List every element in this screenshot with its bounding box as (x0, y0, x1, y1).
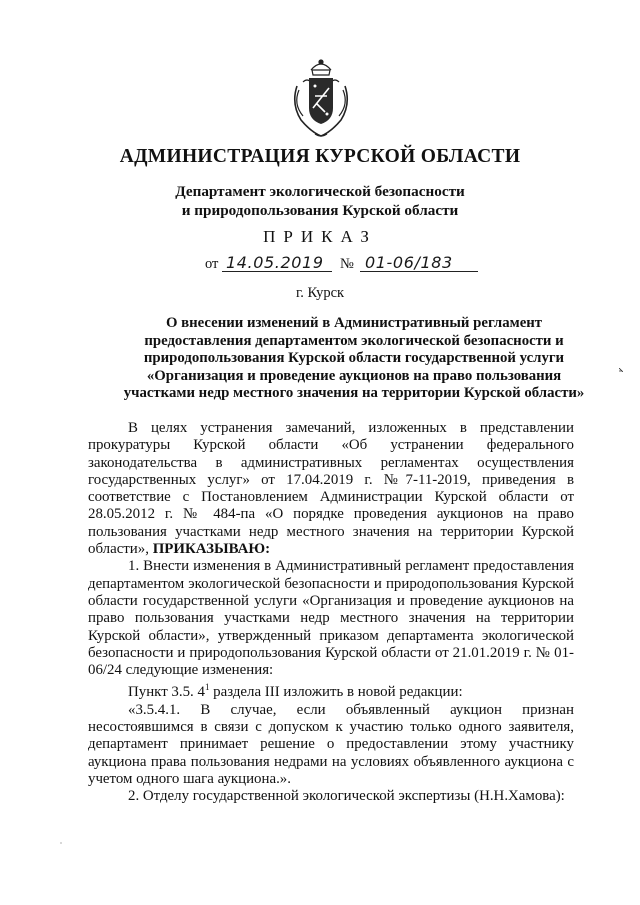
point-suffix: раздела III изложить в новой редакции: (209, 684, 463, 701)
quote-paragraph: «3.5.4.1. В случае, если объявленный аукцион признан несостоявшимся в связи с допуском к участию только одного заявителя, департамент принимает решение о предоставлении этому участнику аукциона права пользования недрами на условиях объявленного аукциона с учетом одного шага аукциона.». (88, 701, 574, 787)
number-handwritten: 01-06/183 (365, 253, 453, 272)
preamble-text: В целях устранения замечаний, изложенных в представлении прокуратуры Курской области «Об устранении федерального законодательства в административных регламентах осуществления государственных услуг» от 17.04.2019 г. №7-11-2019, приведения в соответствие с Постановлением Администрации Курской области от 28.05.2012 г. № 484-па «О порядке проведения аукционов на право пользования участками недр местного значения на территории Курской области», (88, 420, 574, 558)
point-prefix: Пункт 3.5. 4 (128, 684, 205, 701)
city: г. Курск (295, 285, 345, 301)
item-2-paragraph: 2. Отделу государственной экологической экспертизы (Н.Н.Хамова): (128, 788, 565, 805)
order-title (88, 315, 620, 403)
order-body (88, 420, 574, 806)
order-keyword: ПРИКАЗЫВАЮ: (152, 541, 271, 558)
date-underline (222, 271, 332, 272)
title-line: участками недр местного значения на территории Курской области» (123, 385, 585, 402)
number-prefix: № (340, 256, 354, 272)
title-line: предоставления департаментом экологической безопасности и (144, 332, 564, 349)
point-paragraph (88, 679, 574, 701)
item-1-paragraph: 1. Внести изменения в Административный регламент предоставления департаментом экологической безопасности и природопользования Курской области государственной услуги «Организация и проведение аукционов на право пользования участками недр местного значения на территории Курской области», утвержденный приказом департамента экологической безопасности и природопользования Курской области от 21.01.2019 г. № 01-06/24 следующие изменения: (88, 558, 574, 679)
date-handwritten: 14.05.2019 (226, 253, 324, 272)
title-line: природопользования Курской области государственной услуги (143, 350, 565, 367)
preamble-paragraph (88, 420, 574, 558)
department-line-2: и природопользования Курской области (181, 202, 459, 219)
kursk-coat-of-arms-emblem (285, 56, 357, 140)
number-underline (360, 271, 478, 272)
point-superscript: 1 (204, 682, 210, 693)
date-prefix: от (205, 256, 219, 272)
scan-speck (60, 842, 62, 844)
document-type-heading: ПРИКАЗ (263, 227, 377, 246)
organization-name: АДМИНИСТРАЦИЯ КУРСКОЙ ОБЛАСТИ (119, 146, 521, 167)
stray-mark (619, 368, 623, 372)
department-line-1: Департамент экологической безопасности (175, 183, 465, 200)
date-number-line (0, 253, 640, 275)
title-line: О внесении изменений в Административный регламент (165, 315, 543, 331)
title-line: «Организация и проведение аукционов на право пользования (146, 367, 562, 384)
